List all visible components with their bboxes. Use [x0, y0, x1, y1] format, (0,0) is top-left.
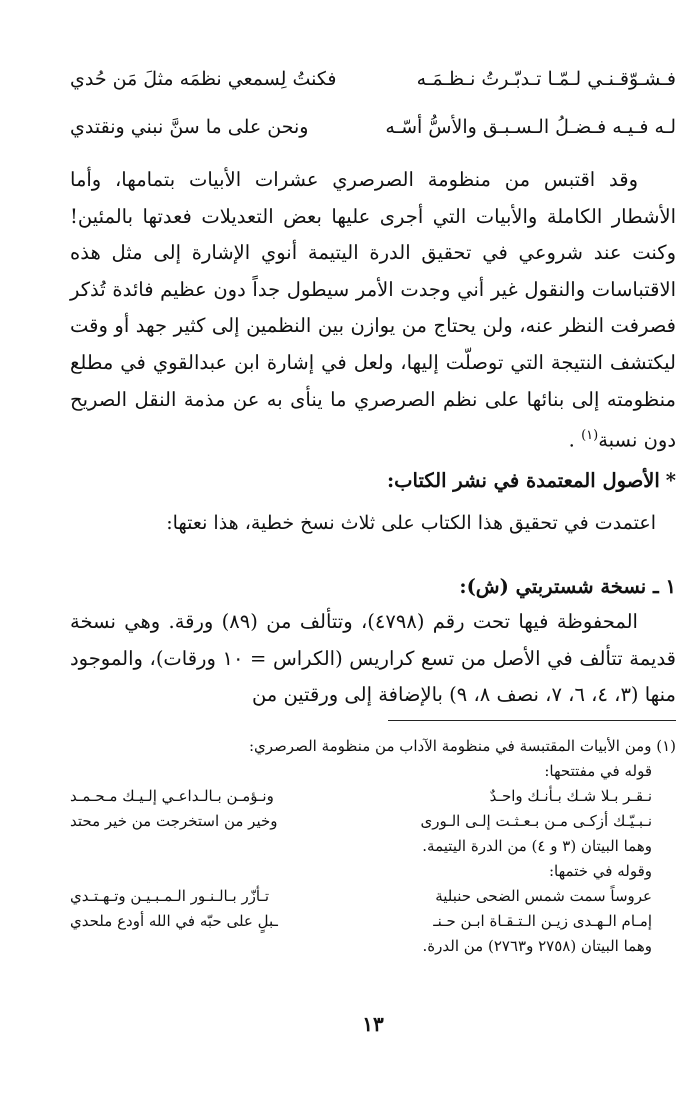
verse-second-hemistich: وخير من استخرجت من خير محتد [70, 812, 278, 830]
verse-second-hemistich: فكنتُ لِسمعي نظمَه مثلَ مَن حُدي [70, 68, 337, 90]
paragraph-text: وقد اقتبس من منظومة الصرصري عشرات الأبيات بتمامها، وأما الأشطار الكاملة والأبيات التي أجرى عليها بعض التعديلات فعدتها بالمئين!وكنت عند شروعي في تحقيق الدرة اليتيمة أنوي الإشارة إلى مثل هذه الاقتباسات والنقول غير أني وجدت الأمر سيطول جداً دون عظيم فائدة تُذكر فصرفت النظر عنه، ولن يحتاج من يوازن بين النظمين إلى كثير جهد أو وقت ليكتشف النتيجة التي توصلّت إليها، ولعل في إشارة ابن عبدالقوي في مطلع منظومته إلى بنائها على نظم الصرصري ما ينأى به عن مذمة النقل الصريح دون نسبة [70, 168, 676, 452]
paragraph-text: المحفوظة فيها تحت رقم (٤٧٩٨)، وتتألف من (٨٩) ورقة. وهي نسخة قديمة تتألف في الأصل من تسع كراريس (الكراس = ١٠ ورقات)، والموجود منها (٣، ٤، ٦، ٧، نصف ٨، ٩) بالإضافة إلى ورقتين من [70, 610, 677, 707]
verse-first-hemistich: لـه فـيـه فـضـلُ الـسـبـق والأسُّ أسّـه [385, 116, 676, 138]
verse-first-hemistich: نـبـيّـك أزكـى مـن بـعـثـت إلـى الـورى [420, 812, 652, 830]
verse-second-hemistich: ـبلٍ على حبّه في الله أودع ملحدي [70, 912, 278, 930]
footnote-reference: (١) [581, 428, 599, 444]
verse-first-hemistich: فـشـوّقـنـي لـمّـا تـدبّـرتُ نـظـمَـه [416, 68, 676, 90]
section-heading [70, 466, 676, 496]
footnote-label: قوله في مفتتحها: [544, 762, 652, 780]
footnote-note: وهما البيتان (٢٧٥٨ و٢٧٦٣) من الدرة. [422, 937, 652, 955]
section-title: الأصول المعتمدة في نشر الكتاب: [386, 469, 660, 492]
section-intro: اعتمدت في تحقيق هذا الكتاب على ثلاث نسخ خطية، هذا نعتها: [166, 512, 656, 534]
verse-first-hemistich: نـقـر بـلا شـك بـأنـك واحـدٌ [489, 787, 652, 805]
verse-line [70, 62, 676, 96]
manuscript-heading: ١ ـ نسخة شستربتي (ش): [459, 575, 676, 598]
verse-first-hemistich: عروساً سمت شمس الضحى حنبلية [435, 887, 652, 905]
verse-second-hemistich: ونـؤمـن بـالـداعـي إلـيـك مـحـمـد [70, 787, 274, 805]
verse-line [70, 110, 676, 144]
asterisk-icon: * [665, 469, 676, 492]
body-paragraph [70, 162, 676, 459]
footnote-note: وهما البيتان (٣ و ٤) من الدرة اليتيمة. [422, 837, 652, 855]
book-page [70, 0, 676, 1110]
verse-first-hemistich: إمـام الـهـدى زيـن الـتـقـاة ابـن حـنـ [433, 912, 652, 930]
verse-second-hemistich: ونحن على ما سنَّ نبني ونقتدي [70, 116, 309, 138]
page-number: ١٣ [362, 1012, 384, 1036]
footnote-divider [388, 720, 676, 721]
footnote-label: وقوله في ختمها: [549, 862, 652, 880]
manuscript-paragraph [70, 604, 676, 714]
verse-second-hemistich: تـأزّر بـالـنـور الـمـبـيـن وتـهـتـدي [70, 887, 270, 905]
footnote-intro: (١) ومن الأبيات المقتبسة في منظومة الآداب من منظومة الصرصري: [248, 737, 676, 755]
paragraph-end: . [568, 428, 582, 452]
